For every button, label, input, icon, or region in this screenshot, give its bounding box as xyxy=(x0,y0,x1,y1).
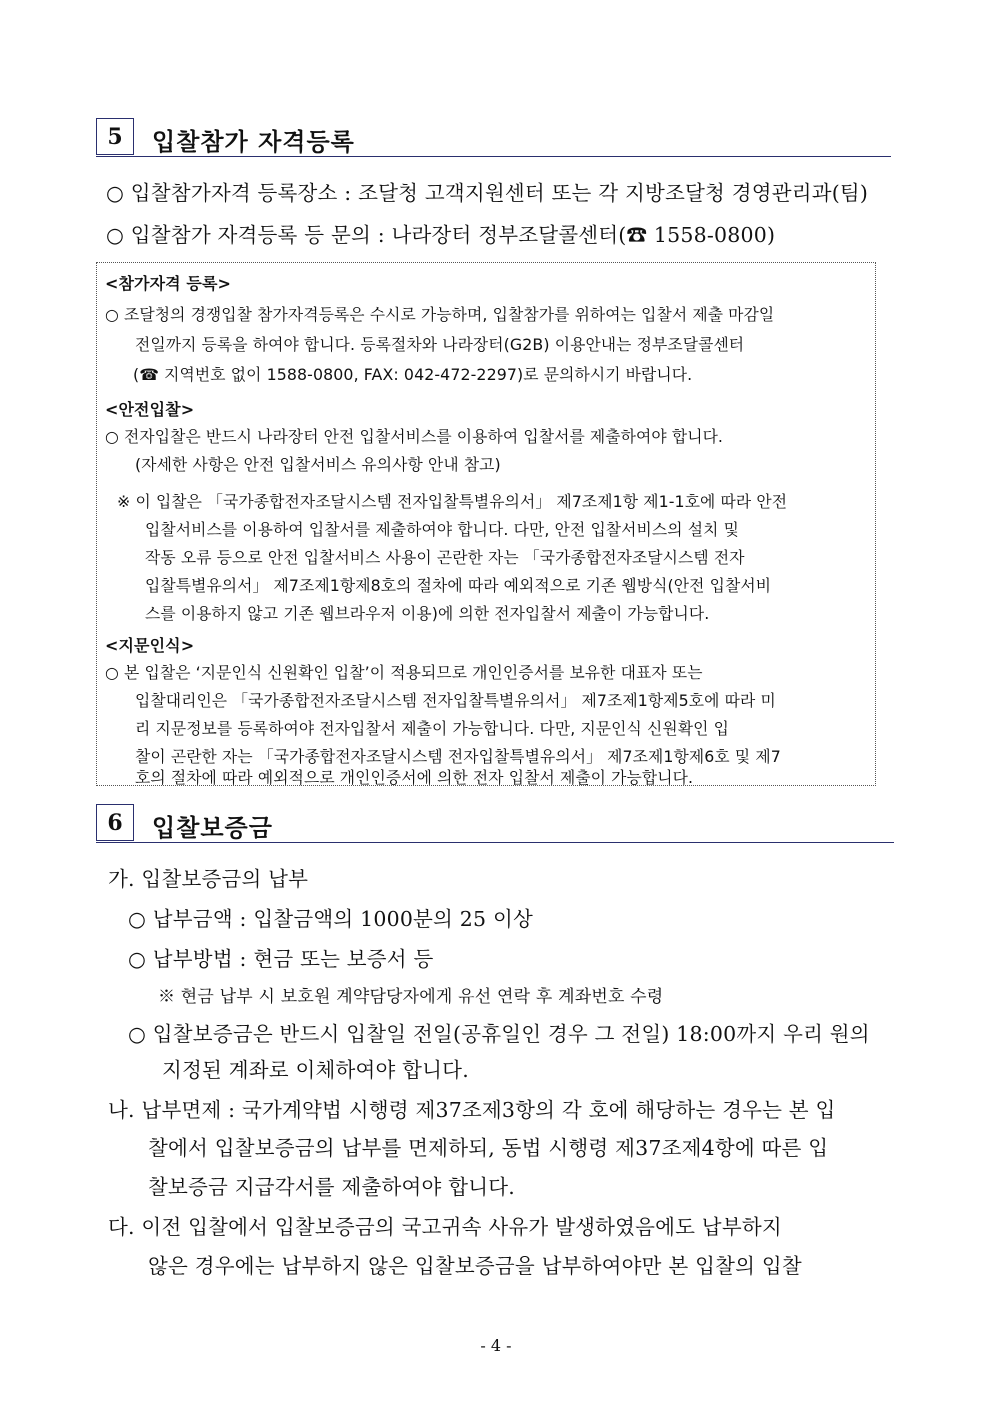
section-6-title: 입찰보증금 xyxy=(152,813,273,842)
safe-bid-note-4: 입찰특별유의서」 제7조제1항제8호의 절차에 따라 예외적으로 기존 웹방식(안전 입찰서비 xyxy=(145,576,772,595)
section-6-na-line-2: 찰에서 입찰보증금의 납부를 면제하되, 동법 시행령 제37조제4항에 따른 입 xyxy=(148,1136,829,1160)
fingerprint-heading: <지문인식> xyxy=(105,636,195,655)
registration-line-2: 전일까지 등록을 하여야 합니다. 등록절차와 나라장터(G2B) 이용안내는 정부조달콜센터 xyxy=(135,335,745,354)
fingerprint-line-3: 리 지문정보를 등록하여야 전자입찰서 제출이 가능합니다. 다만, 지문인식 신원확인 입 xyxy=(135,719,729,738)
section-6-na-line-1: 나. 납부면제 : 국가계약법 시행령 제37조제3항의 각 호에 해당하는 경우는 본 입 xyxy=(108,1098,836,1122)
notice-box xyxy=(96,262,876,786)
fingerprint-line-1: ○ 본 입찰은 ‘지문인식 신원확인 입찰’이 적용되므로 개인인증서를 보유한 대표자 또는 xyxy=(105,663,703,682)
fingerprint-line-5: 호의 절차에 따라 예외적으로 개인인증서에 의한 전자 입찰서 제출이 가능합니다. xyxy=(135,768,694,787)
safe-bid-note-3: 작동 오류 등으로 안전 입찰서비스 사용이 곤란한 자는 「국가종합전자조달시스템 전자 xyxy=(145,548,745,567)
page-number: - 4 - xyxy=(480,1336,512,1355)
safe-bid-note-2: 입찰서비스를 이용하여 입찰서를 제출하여야 합니다. 다만, 안전 입찰서비스의 설치 및 xyxy=(145,520,739,539)
section-5-item-2: ○ 입찰참가 자격등록 등 문의 : 나라장터 정부조달콜센터(☎ 1558-0800) xyxy=(106,223,776,247)
section-6-ga-note: ※ 현금 납부 시 보호원 계약담당자에게 유선 연락 후 계좌번호 수령 xyxy=(158,987,664,1007)
registration-line-1: ○ 조달청의 경쟁입찰 참가자격등록은 수시로 가능하며, 입찰참가를 위하여는 입찰서 제출 마감일 xyxy=(105,305,775,324)
section-6-header xyxy=(96,804,894,843)
section-6-na-line-3: 찰보증금 지급각서를 제출하여야 합니다. xyxy=(148,1175,515,1199)
fingerprint-line-2: 입찰대리인은 「국가종합전자조달시스템 전자입찰특별유의서」 제7조제1항제5호에 따라 미 xyxy=(135,691,776,710)
section-6-ga: 가. 입찰보증금의 납부 xyxy=(108,867,309,891)
section-6-da-line-1: 다. 이전 입찰에서 입찰보증금의 국고귀속 사유가 발생하였음에도 납부하지 xyxy=(108,1215,782,1239)
section-6-ga-item-2: ○ 납부방법 : 현금 또는 보증서 등 xyxy=(128,947,434,971)
section-6-ga-item-1: ○ 납부금액 : 입찰금액의 1000분의 25 이상 xyxy=(128,907,533,931)
fingerprint-line-4: 찰이 곤란한 자는 「국가종합전자조달시스템 전자입찰특별유의서」 제7조제1항제6호 및 제7 xyxy=(135,747,781,766)
section-5-item-1: ○ 입찰참가자격 등록장소 : 조달청 고객지원센터 또는 각 지방조달청 경영관리과(팀) xyxy=(106,181,869,205)
safe-bid-line-2: (자세한 사항은 안전 입찰서비스 유의사항 안내 참고) xyxy=(135,455,501,474)
safe-bid-note-5: 스를 이용하지 않고 기존 웹브라우저 이용)에 의한 전자입찰서 제출이 가능합니다. xyxy=(145,604,710,623)
section-6-number: 6 xyxy=(96,804,134,841)
section-6-ga-item-3-line-1: ○ 입찰보증금은 반드시 입찰일 전일(공휴일인 경우 그 전일) 18:00까지 우리 원의 xyxy=(128,1022,870,1046)
section-5-number: 5 xyxy=(96,118,134,155)
safe-bid-line-1: ○ 전자입찰은 반드시 나라장터 안전 입찰서비스를 이용하여 입찰서를 제출하여야 합니다. xyxy=(105,427,724,446)
safe-bid-note-1: ※ 이 입찰은 「국가종합전자조달시스템 전자입찰특별유의서」 제7조제1항 제1-1호에 따라 안전 xyxy=(117,492,788,511)
registration-line-3: (☎ 지역번호 없이 1588-0800, FAX: 042-472-2297)로 문의하시기 바랍니다. xyxy=(133,365,693,384)
section-5-header xyxy=(96,118,891,157)
section-6-da-line-2: 않은 경우에는 납부하지 않은 입찰보증금을 납부하여야만 본 입찰의 입찰 xyxy=(148,1254,802,1278)
safe-bid-heading: <안전입찰> xyxy=(105,400,195,419)
section-5-title: 입찰참가 자격등록 xyxy=(152,127,355,156)
section-6-ga-item-3-line-2: 지정된 계좌로 이체하여야 합니다. xyxy=(162,1058,469,1082)
registration-heading: <참가자격 등록> xyxy=(105,274,232,293)
